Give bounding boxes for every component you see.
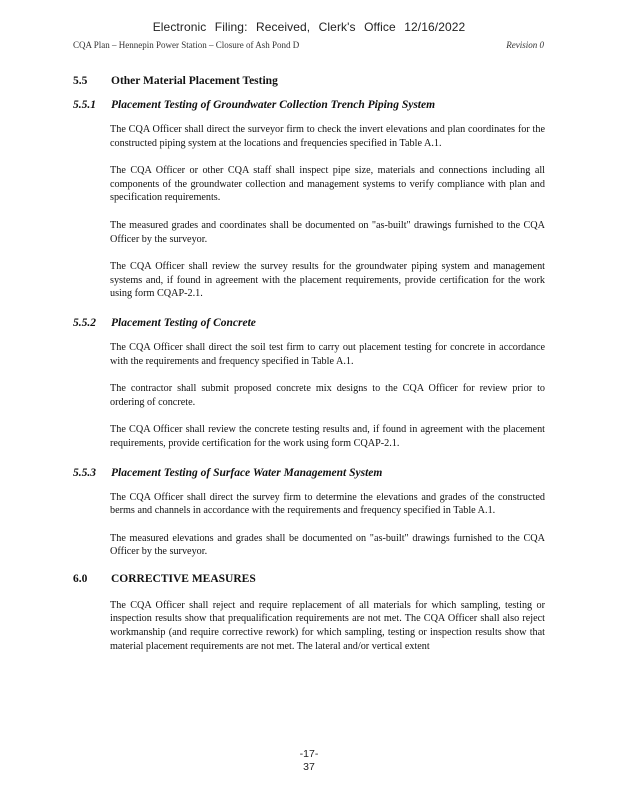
- subsection-title: Placement Testing of Concrete: [111, 316, 256, 329]
- subsection-title: Placement Testing of Surface Water Management System: [111, 466, 383, 479]
- paragraph: The CQA Officer shall reject and require replacement of all materials for which sampling, testing or inspection results show that prequalification requirements are not met. The CQA Officer shall also reject workmanship (and require corrective rework) for which sampling, testing or inspection results show that material placement requirements are not met. The lateral and/or vertical extent: [110, 599, 545, 652]
- subsection-number: 5.5.2: [73, 316, 96, 329]
- subsection-number: 5.5.1: [73, 99, 96, 111]
- paragraph: The contractor shall submit proposed concrete mix designs to the CQA Officer for review prior to ordering of concrete.: [110, 383, 545, 408]
- paragraph: The CQA Officer shall review the survey results for the groundwater piping system and management systems and, if found in agreement with the placement requirements, provide certification for the work using form CQAP-2.1.: [110, 261, 545, 300]
- paragraph: The measured grades and coordinates shall be documented on "as-built" drawings furnished to the CQA Officer by the surveyor.: [110, 219, 545, 245]
- paragraph: The CQA Officer shall direct the survey firm to determine the elevations and grades of the constructed berms and channels in accordance with the requirements and frequency specified in Table A.1.: [110, 491, 545, 517]
- paragraph: The CQA Officer shall direct the soil test firm to carry out placement testing for concrete in accordance with the requirements and frequency specified in Table A.1.: [110, 341, 545, 367]
- page-footer: [0, 748, 618, 774]
- page-number: -17-: [299, 748, 319, 760]
- section-number: 6.0: [73, 572, 88, 585]
- subsection-heading-5-5-1: [73, 99, 545, 111]
- running-header-revision: Revision 0: [506, 40, 544, 50]
- paragraph: The CQA Officer shall direct the surveyor firm to check the invert elevations and plan coordinates for the constructed piping system at the locations and frequencies specified in Table A.1.: [110, 124, 545, 149]
- running-header-title: CQA Plan – Hennepin Power Station – Closure of Ash Pond D: [73, 40, 300, 50]
- document-body: [73, 75, 545, 653]
- subsection-number: 5.5.3: [73, 466, 96, 479]
- paragraph: The CQA Officer shall review the concrete testing results and, if found in agreement with the placement requirements, provide certification for the work using form CQAP-2.1.: [110, 424, 545, 449]
- section-title: CORRECTIVE MEASURES: [111, 572, 256, 585]
- section-title: Other Material Placement Testing: [111, 75, 278, 87]
- pdf-page-number: 37: [303, 761, 315, 773]
- section-number: 5.5: [73, 75, 88, 87]
- paragraph: The measured elevations and grades shall be documented on "as-built" drawings furnished to the CQA Officer by the surveyor.: [110, 532, 545, 558]
- section-heading-6-0: [73, 573, 545, 585]
- subsection-heading-5-5-2: [73, 317, 545, 329]
- subsection-title: Placement Testing of Groundwater Collection Trench Piping System: [111, 99, 436, 111]
- section-heading-5-5: [73, 75, 545, 87]
- paragraph: The CQA Officer or other CQA staff shall inspect pipe size, materials and connections including all components of the groundwater collection and management systems to verify compliance with plan and specification requirements.: [110, 165, 545, 204]
- subsection-heading-5-5-3: [73, 467, 545, 479]
- filing-stamp: Electronic Filing: Received, Clerk's Office 12/16/2022: [152, 20, 466, 34]
